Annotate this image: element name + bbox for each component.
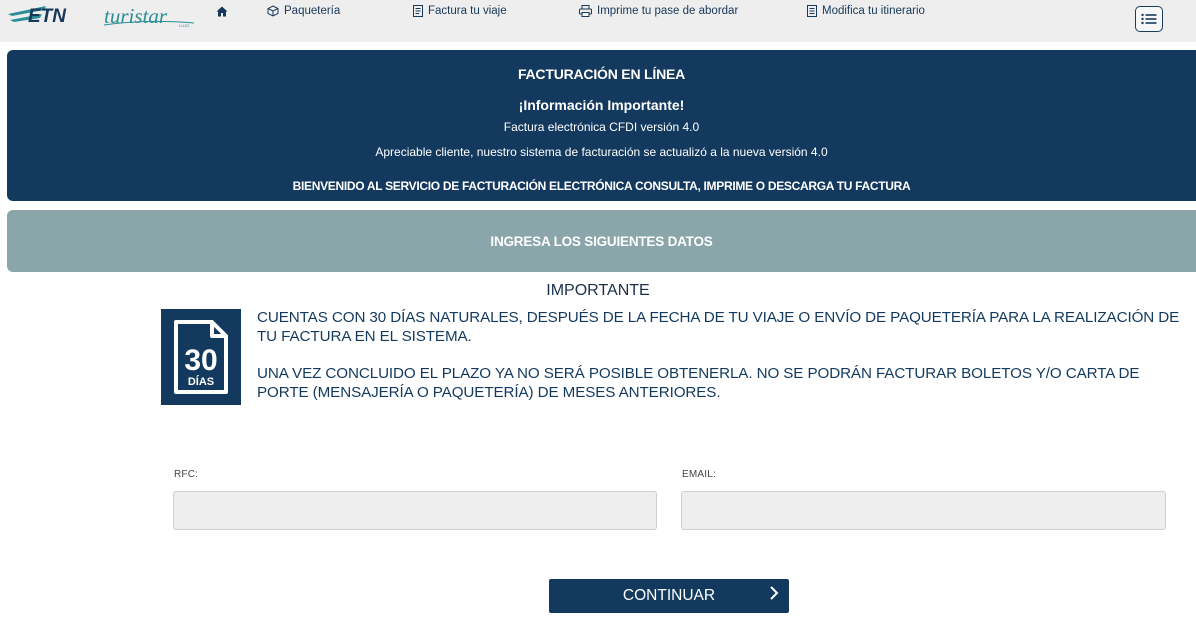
logo-sub-text: turistar (104, 4, 168, 28)
logo-brand-text: ETN (28, 6, 66, 27)
email-input[interactable] (681, 491, 1166, 530)
calendar-document-icon (172, 319, 230, 395)
nav-item-imprime[interactable] (579, 4, 738, 18)
banner-title: FACTURACIÓN EN LÍNEA (517, 66, 686, 82)
chevron-right-icon (769, 585, 779, 601)
section-header-text: INGRESA LOS SIGUIENTES DATOS (490, 233, 713, 249)
banner-important: ¡Información Importante! (518, 97, 685, 113)
days-word: DÍAS (187, 376, 215, 388)
logo-tag-text: LUJO (179, 23, 190, 28)
days-number: 30 (184, 344, 218, 377)
package-icon (267, 5, 279, 17)
rfc-input[interactable] (173, 491, 657, 530)
rfc-label: RFC: (174, 469, 199, 480)
nav-label: Imprime tu pase de abordar (597, 5, 739, 17)
menu-button[interactable] (1135, 6, 1163, 32)
email-label: EMAIL: (682, 469, 716, 480)
important-title: IMPORTANTE (546, 282, 650, 299)
nav-item-factura[interactable] (413, 4, 507, 18)
list-menu-icon (1141, 13, 1157, 25)
etn-turistar-logo[interactable] (6, 2, 196, 28)
thirty-days-badge (161, 309, 241, 405)
section-header (7, 210, 1196, 272)
important-paragraph-1: CUENTAS CON 30 DÍAS NATURALES, DESPUÉS DE LA FECHA DE TU VIAJE O ENVÍO DE PAQUETERÍA PARA LA REALIZACIÓN DE TU FACTURA EN EL SISTEMA. (257, 309, 1180, 345)
continue-button-label: CONTINUAR (622, 587, 716, 604)
nav-label: Paquetería (284, 5, 341, 17)
important-text (257, 308, 1187, 402)
document-icon (807, 5, 817, 17)
nav-label: Modifica tu itinerario (822, 5, 925, 17)
printer-icon (579, 5, 592, 17)
home-icon (216, 6, 228, 17)
important-paragraph-2: UNA VEZ CONCLUIDO EL PLAZO YA NO SERÁ POSIBLE OBTENERLA. NO SE PODRÁN FACTURAR BOLETOS Y/O CARTA DE PORTE (MENSAJERÍA O PAQUETERÍA) DE MESES ANTERIORES. (257, 365, 1140, 401)
receipt-icon (413, 5, 423, 17)
info-banner (7, 50, 1196, 201)
nav-home[interactable] (216, 4, 228, 18)
nav-item-modifica[interactable] (807, 4, 925, 18)
nav-item-paqueteria[interactable] (267, 4, 340, 18)
nav-label: Factura tu viaje (428, 5, 507, 17)
banner-welcome: BIENVENIDO AL SERVICIO DE FACTURACIÓN ELECTRÓNICA CONSULTA, IMPRIME O DESCARGA TU FACTURA (292, 179, 911, 193)
banner-notice: Apreciable cliente, nuestro sistema de facturación se actualizó a la nueva versión 4.0 (375, 145, 828, 159)
banner-version: Factura electrónica CFDI versión 4.0 (503, 120, 700, 134)
top-navigation (0, 0, 1196, 42)
continue-button[interactable] (549, 579, 789, 613)
